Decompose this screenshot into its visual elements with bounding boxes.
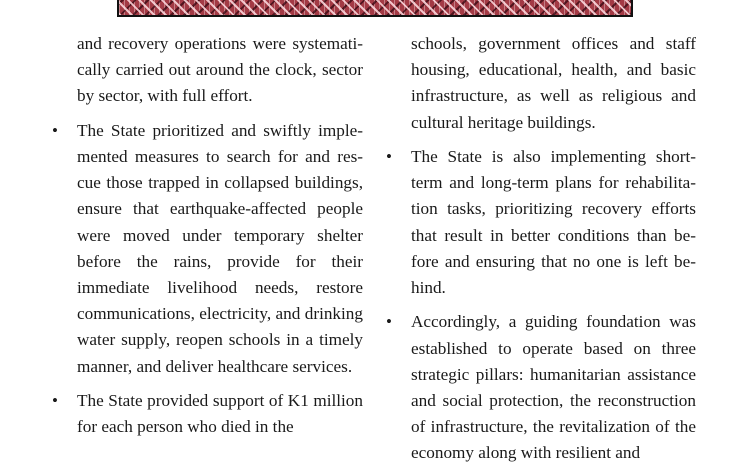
- bullet-paragraph: [386, 144, 696, 301]
- paragraph-continuation: [52, 31, 363, 110]
- left-column: [52, 31, 363, 449]
- paragraph-text: The State provided support of K1 million for each person who died in the: [77, 391, 363, 437]
- paragraph-text: schools, government offices and staff housing, educational, health, and basic infrastructure, as well as religious and cultural heritage buildings.: [411, 34, 696, 132]
- bullet-paragraph: [52, 118, 363, 380]
- bullet-icon: •: [386, 147, 392, 166]
- right-column: [386, 31, 696, 475]
- paragraph-text: The State is also implementing short-term and long-term plans for rehabilitation tasks, prioritizing recovery efforts that result in better conditions than before and ensuring that no one is left behind.: [411, 147, 696, 298]
- bullet-icon: •: [52, 120, 58, 140]
- paragraph-text: and recovery operations were systematically carried out around the clock, sector by sector, with full effort.: [77, 34, 363, 106]
- paragraph-text: Accordingly, a guiding foundation was established to operate based on three strategic pillars: humanitarian assistance and social protection, the reconstruction of infrastructure, the revitalization of the economy along with resilient and: [411, 312, 696, 463]
- bullet-paragraph: [386, 309, 696, 466]
- paragraph-continuation: [386, 31, 696, 136]
- paragraph-text: The State prioritized and swiftly implemented measures to search for and rescue those trapped in collapsed buildings, ensure that earthquake-affected people were moved under temporary shelter before the rains, provide for their immediate livelihood needs, restore communications, electricity, and drinking water supply, reopen schools in a timely manner, and deliver healthcare services.: [77, 120, 363, 376]
- bullet-paragraph: [52, 388, 363, 440]
- bullet-icon: •: [52, 391, 58, 411]
- decorative-banner-image: [117, 0, 633, 17]
- bullet-icon: •: [386, 312, 392, 332]
